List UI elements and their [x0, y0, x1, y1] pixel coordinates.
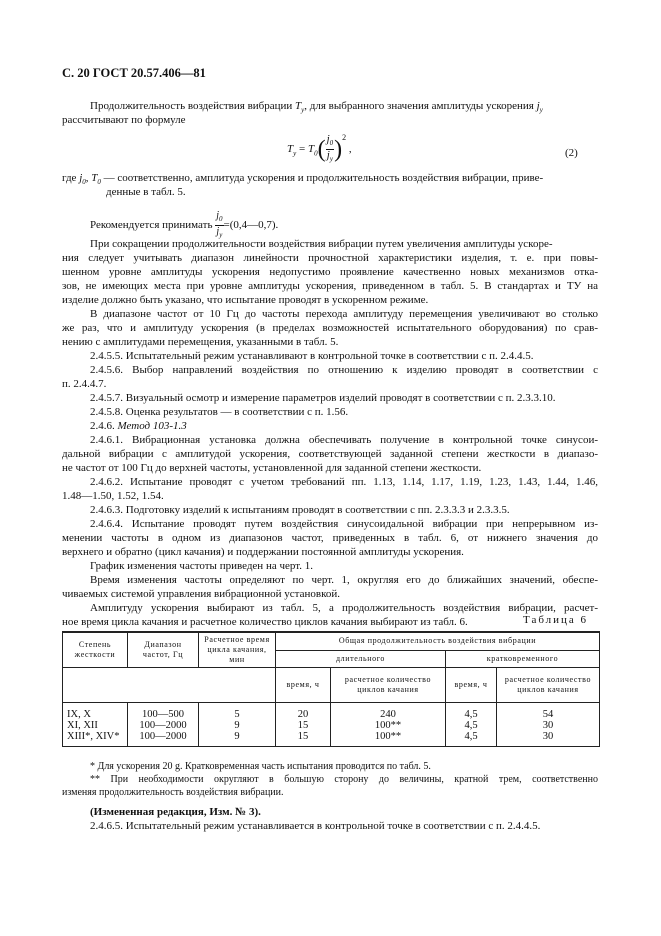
var-T0: T	[91, 172, 98, 184]
text-line: 2.4.6.3. Подготовку изделий к испытаниям проводят в соответствии с пп. 2.3.3.3 и 2.3.3.5.	[90, 504, 510, 516]
var-sub: y	[539, 106, 543, 115]
footnote: ** При необходимости округляют в большую сторону до величины, кратной трем, соответственно	[90, 774, 598, 785]
formula-sub: y	[293, 149, 297, 158]
cell-cycles-short: 54	[497, 703, 600, 721]
text-span: , для выбранного значения амплитуды ускорения	[304, 100, 534, 112]
rec-fraction	[215, 210, 223, 241]
text-span: где	[62, 172, 77, 184]
formula-rhs: T	[307, 143, 315, 156]
text-line: 2.4.6.5. Испытательный режим устанавливается в контрольной точке в соответствии с п. 2.4.4.5.	[90, 820, 541, 832]
var-sub: 0	[97, 178, 101, 187]
table-caption: Таблица 6	[523, 614, 589, 626]
th-cycles-short: расчетное количество циклов качания	[497, 668, 600, 703]
text-line: ния следует учитывать диапазон линейности прочностной характеристики изделия, т. е. при повы-	[62, 252, 598, 264]
table-row	[63, 703, 600, 721]
fraction-num	[326, 134, 335, 150]
cell-time-long: 20	[276, 703, 331, 721]
cell-cycles-short: 30	[497, 731, 600, 747]
text-line: же раз, что и амплитуду ускорения (в пределах возможностей испытательного оборудования) по срав-	[62, 322, 598, 334]
var-j: j	[536, 100, 540, 112]
cell-cycle: 5	[199, 703, 276, 721]
text-line: дальной вибрации с амплитудой ускорения, соответствующей заданной степени жесткости в диапазо-	[62, 448, 598, 460]
text-line	[90, 420, 187, 433]
cell-range: 100—2000	[128, 720, 199, 731]
cell-cycle: 9	[199, 720, 276, 731]
text-line: п. 2.4.4.7.	[62, 378, 107, 390]
th-spacer	[63, 668, 276, 703]
text-line: 2.4.5.8. Оценка результатов — в соответствии с п. 1.56.	[90, 406, 349, 418]
footnote: * Для ускорения 20 g. Кратковременная часть испытания проводится по табл. 5.	[90, 761, 431, 772]
cell-cycles-short: 30	[497, 720, 600, 731]
text-line: верхнего и обратно (цикл качания) и поддержании постоянной амплитуды ускорения.	[62, 546, 464, 558]
num-sub: 0	[329, 139, 334, 148]
text-line: Амплитуду ускорения выбирают из табл. 5, а продолжительность воздействия вибрации, расчет-	[90, 602, 598, 614]
cell-time-short: 4,5	[446, 720, 497, 731]
text-line: денные в табл. 5.	[106, 186, 186, 198]
cell-cycles-long: 100**	[331, 720, 446, 731]
cell-time-short: 4,5	[446, 703, 497, 721]
text-span: 2.4.6.	[90, 420, 115, 432]
text-line: График изменения частоты приведен на черт. 1.	[90, 560, 313, 572]
text-line: не частот от 100 Гц до верхней частоты, установленной для заданной степени жесткости.	[62, 462, 482, 474]
text-line: В диапазоне частот от 10 Гц до частоты перехода амплитуду перемещения увеличивают во столько	[90, 308, 598, 320]
text-line: зов, не имеющих места при уровне амплитуды ускорения, приведенном в табл. 5. В стандартах и ТУ на	[62, 280, 598, 292]
formula-comma: ,	[348, 143, 352, 156]
cell-degree: XI, XII	[63, 720, 128, 731]
text-line: где $j_0$, $T_0$ — соответственно, амплитуда ускорения и продолжительность воздействия вибрации, приве-	[62, 172, 544, 187]
text-line: 2.4.5.6. Выбор направлений воздействия по отношению к изделию проводят в соответствии с	[90, 364, 598, 376]
th-time-long: время, ч	[276, 668, 331, 703]
text-line: 2.4.6.4. Испытание проводят путем воздействия синусоидальной вибрации при непрерывном из-	[90, 518, 598, 530]
var-sub: y	[301, 106, 305, 115]
fraction-num	[215, 210, 223, 226]
formula-sub: 0	[314, 149, 318, 158]
var-j0: j	[79, 172, 83, 184]
text-span: Рекомендуется принимать	[90, 219, 213, 232]
num-var: j	[216, 210, 220, 221]
table-row	[63, 720, 600, 731]
table-row	[63, 731, 600, 747]
text-line	[90, 210, 278, 241]
text-line: менении частоты в одном из диапазонов частот, приведенных в табл. 6, от нижнего значения до	[62, 532, 598, 544]
text-line: нению с амплитудами перемещения, указанными в табл. 5.	[62, 336, 339, 348]
fraction-den	[326, 150, 335, 165]
text-line: При сокращении продолжительности воздействия вибрации путем увеличения амплитуды ускоре-	[90, 238, 553, 250]
cell-degree: IX, X	[63, 703, 128, 721]
table-6	[62, 631, 600, 747]
cell-cycles-long: 240	[331, 703, 446, 721]
num-sub: 0	[219, 215, 223, 223]
th-total: Общая продолжительность воздействия вибрации	[276, 632, 600, 650]
formula-fraction	[326, 134, 335, 165]
cell-time-long: 15	[276, 731, 331, 747]
cell-time-long: 15	[276, 720, 331, 731]
formula-lhs: T	[287, 143, 294, 156]
text-line: шенном уровне амплитуды ускорения недопустимо проявление качественно новых механизмов отка-	[62, 266, 598, 278]
th-long: длительного	[276, 650, 446, 667]
text-line: рассчитывают по формуле	[62, 114, 186, 126]
method-title: Метод 103-1.3	[117, 420, 187, 432]
var-T: T	[295, 100, 302, 112]
th-degree: Степень жесткости	[63, 632, 128, 668]
text-span: — соответственно, амплитуда ускорения и продолжительность воздействия вибрации, приве-	[103, 172, 544, 184]
cell-cycle: 9	[199, 731, 276, 747]
page-header: С. 20 ГОСТ 20.57.406—81	[62, 66, 206, 80]
cell-degree: XIII*, XIV*	[63, 731, 128, 747]
text-line: Время изменения частоты определяют по черт. 1, округляя его до ближайших значений, обеспе-	[90, 574, 598, 586]
formula-eq: =	[298, 143, 306, 156]
formula-power: 2	[342, 132, 347, 142]
text-line: 2.4.6.2. Испытание проводят с учетом требований пп. 1.13, 1.14, 1.17, 1.19, 1.23, 1.43, 1.44, 1.46,	[90, 476, 598, 488]
text-line: 2.4.6.1. Вибрационная установка должна обеспечивать получение в контрольной точке синусои-	[90, 434, 598, 446]
text-line: 2.4.5.5. Испытательный режим устанавливают в контрольной точке в соответствии с п. 2.4.4.5.	[90, 350, 534, 362]
den-var: j	[216, 226, 220, 237]
footnote: изменяя продолжительность воздействия вибрации.	[62, 787, 284, 798]
text-line: ное время цикла качания и расчетное количество циклов качания выбирают из табл. 6.	[62, 616, 468, 628]
amendment-note: (Измененная редакция, Изм. № 3).	[90, 806, 261, 818]
den-var: j	[326, 149, 330, 162]
th-short: кратковременного	[446, 650, 600, 667]
cell-cycles-long: 100**	[331, 731, 446, 747]
text-line: 2.4.5.7. Визуальный осмотр и измерение параметров изделий проводят в соответствии с п. 2.3.3.10.	[90, 392, 556, 404]
cell-time-short: 4,5	[446, 731, 497, 747]
cell-range: 100—2000	[128, 731, 199, 747]
text-span: =(0,4—0,7).	[223, 219, 279, 232]
formula-2	[287, 134, 352, 165]
cell-range: 100—500	[128, 703, 199, 721]
text-span: Продолжительность воздействия вибрации	[90, 100, 293, 112]
paren-close: )	[334, 136, 343, 163]
th-time-short: время, ч	[446, 668, 497, 703]
text-line: чиваемых системой управления вибрационной установкой.	[62, 588, 340, 600]
th-range: Диапазон частот, Гц	[128, 632, 199, 668]
var-sub: 0	[82, 178, 86, 187]
th-cycles-long: расчетное количество циклов качания	[331, 668, 446, 703]
paren-open: (	[317, 136, 326, 163]
text-line: изделие должно быть указано, что испытание проводят в ускоренном режиме.	[62, 294, 429, 306]
text-line: 1.48—1.50, 1.52, 1.54.	[62, 490, 164, 502]
den-sub: y	[329, 155, 333, 164]
equation-number: (2)	[565, 147, 578, 159]
num-var: j	[326, 133, 330, 145]
den-sub: y	[219, 231, 223, 239]
th-cycle: Расчетное время цикла качания, мин	[199, 632, 276, 668]
